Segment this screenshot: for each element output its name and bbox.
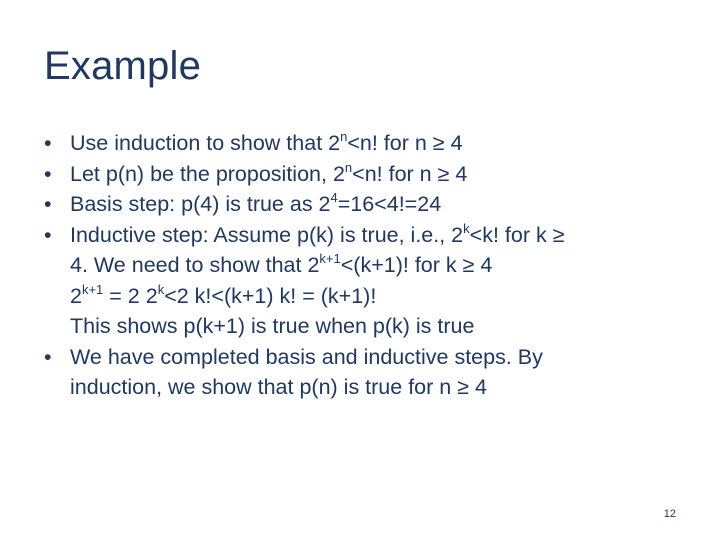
- bullet-marker: •: [44, 344, 52, 369]
- bullet-4-continuation: 4. We need to show that $2^{k+1}<(k+1)$! for k ≥ 4: [70, 251, 493, 277]
- bullet-4-conclusion: This shows p(k+1) is true when p(k) is true: [70, 314, 475, 338]
- bullet-3: • Basis step: p(4) is true as $2^4=16<4!=24$: [44, 189, 684, 220]
- slide-content: [44, 128, 684, 403]
- bullet-marker: •: [44, 222, 52, 247]
- bullet-5-continuation: induction, we show that p(n) is true for n ≥ 4: [70, 375, 487, 399]
- bullet-4: • Inductive step: Assume p(k) is true, i.e., $2^k<k$! for k ≥: [44, 220, 684, 251]
- bullet-1: • Use induction to show that $2^n<n$! for n ≥ 4: [44, 128, 684, 159]
- slide-title: Example: [44, 44, 202, 88]
- bullet-4-equation: $2^{k+1} = 2$ $2^k<2$ k!<(k+1) k! = (k+1)!: [70, 281, 377, 308]
- page-number: 12: [663, 508, 676, 520]
- bullet-2: • Let p(n) be the proposition, $2^n<n$! for n ≥ 4: [44, 159, 684, 190]
- bullet-marker: •: [44, 161, 52, 186]
- bullet-marker: •: [44, 131, 52, 155]
- bullet-marker: •: [44, 192, 52, 216]
- bullet-5: • We have completed basis and inductive steps. By: [44, 342, 684, 373]
